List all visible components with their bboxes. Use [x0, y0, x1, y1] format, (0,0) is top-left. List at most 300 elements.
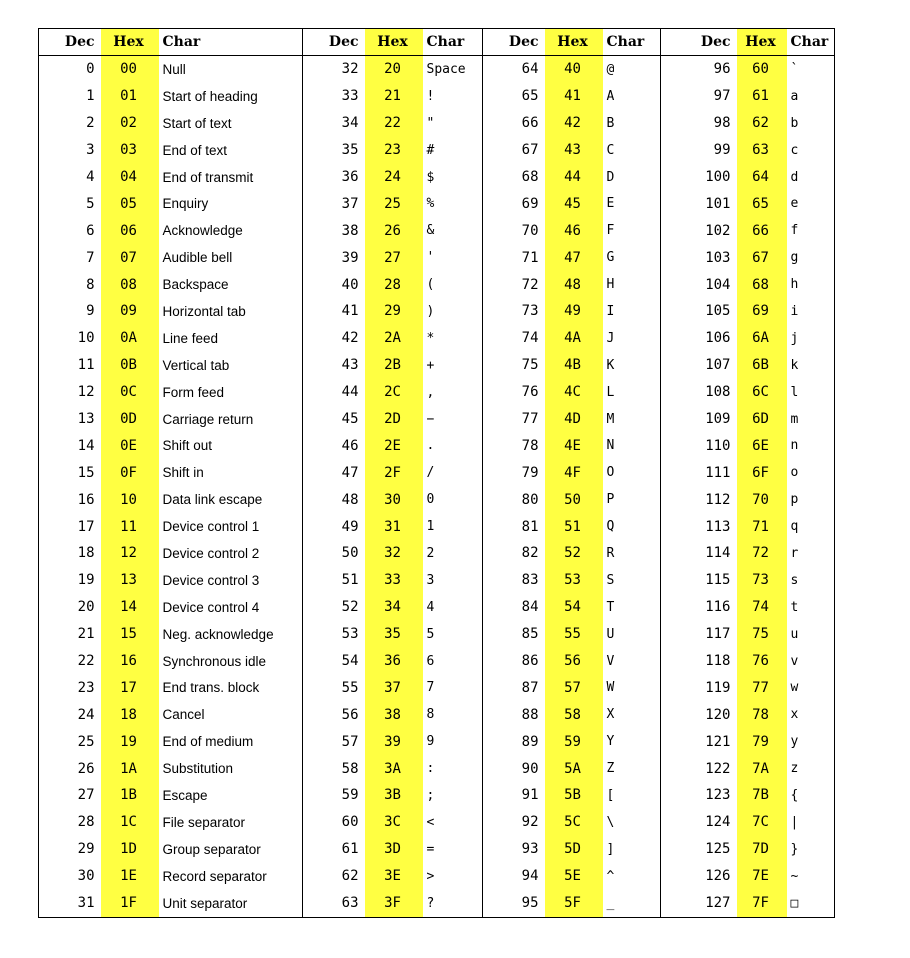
- hex-cell: 07: [101, 244, 159, 271]
- dec-cell: 86: [521, 653, 539, 670]
- hex-cell: 6A: [737, 325, 787, 352]
- char-name-cell: File separator: [159, 809, 303, 836]
- hex-cell: 43: [545, 137, 603, 164]
- hex-cell: 7F: [737, 890, 787, 917]
- dec-cell: 36: [341, 169, 359, 185]
- char-cell: □: [790, 895, 799, 911]
- ascii-table-body: [39, 56, 835, 918]
- dec-cell: 19: [77, 572, 95, 589]
- char-cell: V: [603, 648, 661, 675]
- char-cell: ': [423, 244, 483, 271]
- table-row: [39, 621, 835, 648]
- char-cell: K: [603, 352, 661, 379]
- dec-cell: 14: [77, 437, 95, 454]
- dec-cell: 42: [341, 330, 359, 347]
- dec-cell: 113: [705, 518, 731, 535]
- hex-cell: 27: [365, 244, 423, 271]
- char-cell: u: [790, 626, 799, 642]
- dec-cell: 97: [713, 88, 731, 105]
- char-name-cell: Escape: [159, 782, 303, 809]
- char-cell: /: [423, 459, 483, 486]
- dec-cell: 116: [705, 599, 731, 616]
- hex-cell: 2B: [365, 352, 423, 379]
- hex-cell: 16: [101, 648, 159, 675]
- char-cell: l: [790, 384, 799, 400]
- dec-cell: 10: [77, 330, 95, 347]
- char-cell: q: [790, 519, 799, 535]
- char-cell: f: [790, 223, 799, 239]
- dec-cell: 56: [341, 706, 359, 723]
- dec-cell: 57: [341, 733, 359, 750]
- char-cell: w: [790, 680, 799, 696]
- dec-cell: 122: [705, 760, 731, 777]
- hex-cell: 28: [365, 271, 423, 298]
- char-cell: `: [790, 61, 799, 77]
- char-name-cell: Horizontal tab: [159, 298, 303, 325]
- char-name-cell: Null: [159, 56, 303, 83]
- header-char: Char: [787, 29, 835, 56]
- char-cell: k: [790, 357, 799, 373]
- char-cell: r: [790, 545, 799, 561]
- hex-cell: 57: [545, 674, 603, 701]
- table-row: [39, 244, 835, 271]
- dec-cell: 111: [705, 464, 731, 481]
- table-row: [39, 325, 835, 352]
- hex-cell: 47: [545, 244, 603, 271]
- hex-cell: 63: [737, 137, 787, 164]
- header-row: [39, 29, 835, 56]
- hex-cell: 5D: [545, 836, 603, 863]
- hex-cell: 18: [101, 701, 159, 728]
- header-char: Char: [423, 29, 483, 56]
- char-cell: ?: [423, 890, 483, 917]
- hex-cell: 64: [737, 164, 787, 191]
- table-row: [39, 755, 835, 782]
- dec-cell: 11: [77, 357, 95, 374]
- hex-cell: 51: [545, 513, 603, 540]
- dec-cell: 30: [77, 868, 95, 885]
- hex-cell: 3E: [365, 863, 423, 890]
- char-name-cell: Group separator: [159, 836, 303, 863]
- dec-cell: 90: [521, 760, 539, 777]
- dec-cell: 64: [521, 61, 539, 78]
- hex-cell: 01: [101, 83, 159, 110]
- header-dec: Dec: [39, 29, 101, 56]
- hex-cell: 4B: [545, 352, 603, 379]
- dec-cell: 93: [521, 841, 539, 858]
- hex-cell: 56: [545, 648, 603, 675]
- header-char: Char: [159, 29, 303, 56]
- char-name-cell: Form feed: [159, 379, 303, 406]
- hex-cell: 65: [737, 190, 787, 217]
- table-row: [39, 298, 835, 325]
- hex-cell: 7E: [737, 863, 787, 890]
- dec-cell: 44: [341, 384, 359, 401]
- char-cell: >: [423, 863, 483, 890]
- header-hex: Hex: [365, 29, 423, 56]
- hex-cell: 34: [365, 594, 423, 621]
- header-hex: Hex: [101, 29, 159, 56]
- hex-cell: 75: [737, 621, 787, 648]
- hex-cell: 67: [737, 244, 787, 271]
- hex-cell: 41: [545, 83, 603, 110]
- hex-cell: 71: [737, 513, 787, 540]
- hex-cell: 44: [545, 164, 603, 191]
- hex-cell: 5A: [545, 755, 603, 782]
- char-name-cell: Synchronous idle: [159, 648, 303, 675]
- dec-cell: 76: [521, 384, 539, 401]
- table-row: [39, 540, 835, 567]
- dec-cell: 68: [521, 169, 539, 185]
- char-cell: U: [603, 621, 661, 648]
- hex-cell: 77: [737, 674, 787, 701]
- char-name-cell: Line feed: [159, 325, 303, 352]
- char-cell: c: [790, 142, 799, 158]
- hex-cell: 53: [545, 567, 603, 594]
- char-cell: X: [603, 701, 661, 728]
- hex-cell: 58: [545, 701, 603, 728]
- dec-cell: 40: [341, 276, 359, 293]
- char-name-cell: Start of heading: [159, 83, 303, 110]
- dec-cell: 17: [77, 518, 95, 535]
- hex-cell: 4A: [545, 325, 603, 352]
- hex-cell: 6C: [737, 379, 787, 406]
- hex-cell: 12: [101, 540, 159, 567]
- hex-cell: 52: [545, 540, 603, 567]
- dec-cell: 65: [521, 88, 539, 105]
- hex-cell: 30: [365, 486, 423, 513]
- hex-cell: 21: [365, 83, 423, 110]
- dec-cell: 28: [77, 814, 95, 831]
- hex-cell: 3D: [365, 836, 423, 863]
- char-cell: J: [603, 325, 661, 352]
- hex-cell: 4C: [545, 379, 603, 406]
- hex-cell: 60: [737, 56, 787, 83]
- dec-cell: 110: [705, 437, 731, 454]
- hex-cell: 1D: [101, 836, 159, 863]
- dec-cell: 52: [341, 599, 359, 616]
- dec-cell: 49: [341, 518, 359, 535]
- dec-cell: 24: [77, 706, 95, 723]
- hex-cell: 39: [365, 728, 423, 755]
- char-name-cell: Vertical tab: [159, 352, 303, 379]
- char-cell: y: [790, 734, 799, 750]
- hex-cell: 5E: [545, 863, 603, 890]
- dec-cell: 63: [341, 895, 359, 912]
- dec-cell: 77: [521, 411, 539, 428]
- hex-cell: 1F: [101, 890, 159, 917]
- char-cell: Y: [603, 728, 661, 755]
- char-name-cell: End of medium: [159, 728, 303, 755]
- dec-cell: 121: [705, 733, 731, 750]
- char-cell: F: [603, 217, 661, 244]
- char-cell: ]: [603, 836, 661, 863]
- char-name-cell: Carriage return: [159, 406, 303, 433]
- char-cell: x: [790, 707, 799, 723]
- char-cell: G: [603, 244, 661, 271]
- dec-cell: 109: [705, 411, 731, 428]
- hex-cell: 1B: [101, 782, 159, 809]
- hex-cell: 1A: [101, 755, 159, 782]
- char-name-cell: Shift in: [159, 459, 303, 486]
- dec-cell: 34: [341, 115, 359, 132]
- hex-cell: 6E: [737, 432, 787, 459]
- char-cell: v: [790, 653, 799, 669]
- hex-cell: 66: [737, 217, 787, 244]
- hex-cell: 6F: [737, 459, 787, 486]
- dec-cell: 66: [521, 115, 539, 132]
- dec-cell: 126: [705, 868, 731, 885]
- char-cell: *: [423, 325, 483, 352]
- dec-cell: 107: [705, 357, 731, 374]
- char-cell: R: [603, 540, 661, 567]
- hex-cell: 0E: [101, 432, 159, 459]
- hex-cell: 1E: [101, 863, 159, 890]
- hex-cell: 04: [101, 164, 159, 191]
- dec-cell: 3: [86, 142, 95, 159]
- char-cell: h: [790, 277, 799, 293]
- char-cell: (: [423, 271, 483, 298]
- dec-cell: 1: [86, 88, 95, 105]
- table-row: [39, 164, 835, 191]
- header-dec: Dec: [303, 29, 365, 56]
- hex-cell: 20: [365, 56, 423, 83]
- char-cell: E: [603, 190, 661, 217]
- dec-cell: 0: [86, 61, 95, 78]
- hex-cell: 61: [737, 83, 787, 110]
- dec-cell: 100: [705, 169, 731, 185]
- char-cell: Space: [423, 56, 483, 83]
- table-row: [39, 486, 835, 513]
- dec-cell: 39: [341, 249, 359, 266]
- hex-cell: 6D: [737, 406, 787, 433]
- dec-cell: 35: [341, 142, 359, 159]
- hex-cell: 32: [365, 540, 423, 567]
- hex-cell: 79: [737, 728, 787, 755]
- dec-cell: 69: [521, 195, 539, 212]
- dec-cell: 58: [341, 760, 359, 777]
- hex-cell: 5F: [545, 890, 603, 917]
- char-cell: {: [790, 787, 799, 803]
- dec-cell: 27: [77, 787, 95, 804]
- dec-cell: 89: [521, 733, 539, 750]
- dec-cell: 99: [713, 142, 731, 159]
- dec-cell: 13: [77, 411, 95, 428]
- table-row: [39, 217, 835, 244]
- dec-cell: 62: [341, 868, 359, 885]
- hex-cell: 59: [545, 728, 603, 755]
- char-cell: _: [603, 890, 661, 917]
- hex-cell: 62: [737, 110, 787, 137]
- char-cell: Q: [603, 513, 661, 540]
- char-name-cell: Device control 4: [159, 594, 303, 621]
- hex-cell: 4D: [545, 406, 603, 433]
- hex-cell: 0A: [101, 325, 159, 352]
- hex-cell: 3B: [365, 782, 423, 809]
- dec-cell: 127: [705, 895, 731, 912]
- char-name-cell: Record separator: [159, 863, 303, 890]
- table-row: [39, 459, 835, 486]
- dec-cell: 71: [521, 249, 539, 266]
- dec-cell: 114: [705, 545, 731, 562]
- dec-cell: 53: [341, 626, 359, 643]
- char-name-cell: Neg. acknowledge: [159, 621, 303, 648]
- dec-cell: 6: [86, 222, 95, 239]
- char-cell: z: [790, 761, 799, 777]
- hex-cell: 2D: [365, 406, 423, 433]
- char-cell: $: [423, 164, 483, 191]
- dec-cell: 124: [705, 814, 731, 831]
- char-cell: 7: [423, 674, 483, 701]
- dec-cell: 123: [705, 787, 731, 804]
- hex-cell: 0F: [101, 459, 159, 486]
- char-cell: H: [603, 271, 661, 298]
- char-cell: 0: [423, 486, 483, 513]
- dec-cell: 60: [341, 814, 359, 831]
- char-name-cell: Substitution: [159, 755, 303, 782]
- char-cell: ~: [790, 868, 799, 884]
- dec-cell: 20: [77, 599, 95, 616]
- dec-cell: 72: [521, 276, 539, 293]
- table-row: [39, 728, 835, 755]
- dec-cell: 125: [705, 841, 731, 858]
- table-row: [39, 809, 835, 836]
- table-row: [39, 110, 835, 137]
- dec-cell: 33: [341, 88, 359, 105]
- table-row: [39, 190, 835, 217]
- hex-cell: 72: [737, 540, 787, 567]
- dec-cell: 79: [521, 464, 539, 481]
- char-cell: 8: [423, 701, 483, 728]
- dec-cell: 55: [341, 679, 359, 696]
- char-cell: i: [790, 303, 799, 319]
- char-name-cell: End of text: [159, 137, 303, 164]
- hex-cell: 13: [101, 567, 159, 594]
- char-name-cell: Unit separator: [159, 890, 303, 917]
- dec-cell: 112: [705, 491, 731, 508]
- table-row: [39, 890, 835, 917]
- dec-cell: 88: [521, 706, 539, 723]
- char-cell: !: [423, 83, 483, 110]
- char-cell: 3: [423, 567, 483, 594]
- hex-cell: 5B: [545, 782, 603, 809]
- dec-cell: 38: [341, 222, 359, 239]
- char-cell: 5: [423, 621, 483, 648]
- hex-cell: 42: [545, 110, 603, 137]
- hex-cell: 33: [365, 567, 423, 594]
- dec-cell: 54: [341, 653, 359, 670]
- char-name-cell: Device control 3: [159, 567, 303, 594]
- char-cell: P: [603, 486, 661, 513]
- hex-cell: 14: [101, 594, 159, 621]
- table-row: [39, 594, 835, 621]
- char-cell: e: [790, 196, 799, 212]
- hex-cell: 37: [365, 674, 423, 701]
- header-dec: Dec: [483, 29, 545, 56]
- table-row: [39, 674, 835, 701]
- char-name-cell: Device control 1: [159, 513, 303, 540]
- hex-cell: 00: [101, 56, 159, 83]
- char-cell: 6: [423, 648, 483, 675]
- hex-cell: 35: [365, 621, 423, 648]
- hex-cell: 49: [545, 298, 603, 325]
- dec-cell: 78: [521, 437, 539, 454]
- ascii-table: [38, 28, 835, 918]
- hex-cell: 3A: [365, 755, 423, 782]
- dec-cell: 4: [86, 169, 95, 185]
- dec-cell: 81: [521, 518, 539, 535]
- char-cell: d: [790, 169, 799, 185]
- char-cell: 9: [423, 728, 483, 755]
- dec-cell: 32: [341, 61, 359, 78]
- char-name-cell: Device control 2: [159, 540, 303, 567]
- char-cell: |: [790, 814, 799, 830]
- char-cell: m: [790, 411, 799, 427]
- dec-cell: 47: [341, 464, 359, 481]
- hex-cell: 68: [737, 271, 787, 298]
- hex-cell: 19: [101, 728, 159, 755]
- table-row: [39, 352, 835, 379]
- hex-cell: 48: [545, 271, 603, 298]
- char-cell: I: [603, 298, 661, 325]
- hex-cell: 03: [101, 137, 159, 164]
- dec-cell: 61: [341, 841, 359, 858]
- hex-cell: 0B: [101, 352, 159, 379]
- dec-cell: 115: [705, 572, 731, 589]
- dec-cell: 43: [341, 357, 359, 374]
- dec-cell: 2: [86, 115, 95, 132]
- hex-cell: 76: [737, 648, 787, 675]
- char-cell: #: [423, 137, 483, 164]
- dec-cell: 45: [341, 411, 359, 428]
- dec-cell: 70: [521, 222, 539, 239]
- hex-cell: 06: [101, 217, 159, 244]
- char-cell: o: [790, 465, 799, 481]
- table-row: [39, 701, 835, 728]
- hex-cell: 05: [101, 190, 159, 217]
- hex-cell: 15: [101, 621, 159, 648]
- hex-cell: 78: [737, 701, 787, 728]
- char-cell: ": [423, 110, 483, 137]
- dec-cell: 85: [521, 626, 539, 643]
- hex-cell: 3C: [365, 809, 423, 836]
- hex-cell: 54: [545, 594, 603, 621]
- table-row: [39, 56, 835, 83]
- hex-cell: 08: [101, 271, 159, 298]
- dec-cell: 67: [521, 142, 539, 159]
- dec-cell: 48: [341, 491, 359, 508]
- dec-cell: 12: [77, 384, 95, 401]
- dec-cell: 74: [521, 330, 539, 347]
- hex-cell: 74: [737, 594, 787, 621]
- header-char: Char: [603, 29, 661, 56]
- char-name-cell: Cancel: [159, 701, 303, 728]
- char-cell: b: [790, 115, 799, 131]
- hex-cell: 11: [101, 513, 159, 540]
- header-hex: Hex: [737, 29, 787, 56]
- dec-cell: 9: [86, 303, 95, 320]
- hex-cell: 02: [101, 110, 159, 137]
- table-row: [39, 83, 835, 110]
- char-cell: A: [603, 83, 661, 110]
- hex-cell: 2C: [365, 379, 423, 406]
- dec-cell: 102: [705, 222, 731, 239]
- dec-cell: 91: [521, 787, 539, 804]
- char-cell: @: [603, 56, 661, 83]
- dec-cell: 21: [77, 626, 95, 643]
- dec-cell: 120: [705, 706, 731, 723]
- dec-cell: 104: [705, 276, 731, 293]
